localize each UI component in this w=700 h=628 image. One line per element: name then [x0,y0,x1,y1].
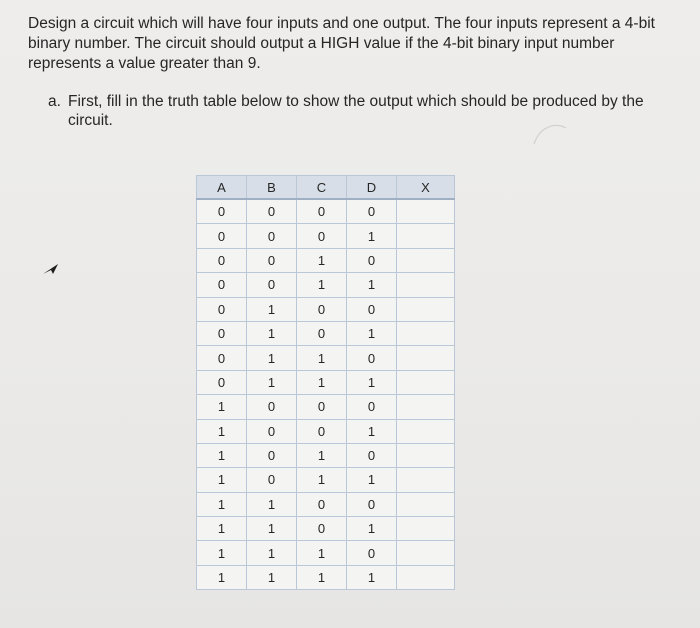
table-row [197,346,455,370]
cell-x[interactable] [397,273,455,297]
cell-x[interactable] [397,321,455,345]
problem-intro: Design a circuit which will have four inputs and one output. The four inputs represent a 4-bit binary number. The circuit should output a HIGH value if the 4-bit binary input number represents a value greater than 9. [28,15,655,72]
cell-a: 0 [197,224,247,248]
table-row [197,468,455,492]
cell-c: 0 [297,199,347,224]
table-row [197,541,455,565]
cell-x[interactable] [397,346,455,370]
cell-x[interactable] [397,224,455,248]
header-x: X [397,176,455,200]
cell-d: 0 [347,541,397,565]
table-row [197,199,455,224]
cell-a: 0 [197,321,247,345]
cell-d: 0 [347,492,397,516]
header-d: D [347,176,397,200]
cell-b: 1 [247,297,297,321]
cell-c: 1 [297,541,347,565]
truth-table-body [197,199,455,590]
header-a: A [197,176,247,200]
cell-b: 1 [247,492,297,516]
cell-c: 0 [297,419,347,443]
cell-c: 1 [297,248,347,272]
cell-c: 0 [297,297,347,321]
cell-d: 1 [347,321,397,345]
table-row [197,565,455,589]
cell-x[interactable] [397,492,455,516]
cell-d: 1 [347,419,397,443]
table-row [197,443,455,467]
pencil-mark-icon [530,118,570,148]
cell-c: 0 [297,395,347,419]
cell-b: 0 [247,395,297,419]
cell-d: 0 [347,199,397,224]
cell-a: 1 [197,395,247,419]
cell-a: 1 [197,565,247,589]
table-row [197,370,455,394]
cell-c: 0 [297,492,347,516]
cell-x[interactable] [397,297,455,321]
question-text: First, fill in the truth table below to show the output which should be produced by the circuit. [68,93,644,129]
cell-x[interactable] [397,517,455,541]
cell-b: 0 [247,224,297,248]
cell-d: 1 [347,273,397,297]
table-row [197,492,455,516]
truth-table [196,175,455,590]
cell-x[interactable] [397,541,455,565]
cell-x[interactable] [397,565,455,589]
cell-x[interactable] [397,395,455,419]
cell-b: 1 [247,541,297,565]
cell-b: 1 [247,370,297,394]
question-label: a. [48,93,61,110]
table-row [197,224,455,248]
table-row [197,273,455,297]
cell-b: 0 [247,468,297,492]
cell-d: 1 [347,565,397,589]
cell-c: 0 [297,321,347,345]
mouse-cursor-icon [42,262,60,276]
cell-d: 0 [347,443,397,467]
truth-table-header-row [197,176,455,200]
cell-c: 1 [297,468,347,492]
cell-c: 1 [297,346,347,370]
table-row [197,517,455,541]
cell-a: 0 [197,248,247,272]
cell-a: 0 [197,297,247,321]
cell-c: 0 [297,517,347,541]
cell-x[interactable] [397,370,455,394]
cell-a: 0 [197,370,247,394]
cell-x[interactable] [397,199,455,224]
cell-a: 1 [197,492,247,516]
table-row [197,395,455,419]
header-c: C [297,176,347,200]
cell-b: 1 [247,517,297,541]
cell-a: 1 [197,443,247,467]
cell-a: 0 [197,346,247,370]
cell-b: 0 [247,248,297,272]
cell-b: 0 [247,273,297,297]
cell-d: 1 [347,224,397,248]
header-b: B [247,176,297,200]
cell-a: 0 [197,199,247,224]
cell-x[interactable] [397,468,455,492]
cell-d: 1 [347,468,397,492]
cell-c: 1 [297,370,347,394]
cell-a: 1 [197,517,247,541]
table-row [197,321,455,345]
cell-b: 1 [247,321,297,345]
cell-c: 1 [297,443,347,467]
cell-x[interactable] [397,443,455,467]
table-row [197,248,455,272]
cell-b: 1 [247,565,297,589]
cell-x[interactable] [397,248,455,272]
table-row [197,419,455,443]
cell-a: 0 [197,273,247,297]
cell-c: 1 [297,565,347,589]
cell-d: 0 [347,248,397,272]
cell-b: 0 [247,443,297,467]
cell-a: 1 [197,419,247,443]
cell-c: 1 [297,273,347,297]
cell-d: 1 [347,370,397,394]
cell-d: 0 [347,346,397,370]
cell-b: 1 [247,346,297,370]
cell-x[interactable] [397,419,455,443]
cell-d: 0 [347,395,397,419]
cell-a: 1 [197,468,247,492]
cell-d: 0 [347,297,397,321]
cell-b: 0 [247,419,297,443]
cell-b: 0 [247,199,297,224]
cell-c: 0 [297,224,347,248]
cell-a: 1 [197,541,247,565]
cell-d: 1 [347,517,397,541]
table-row [197,297,455,321]
